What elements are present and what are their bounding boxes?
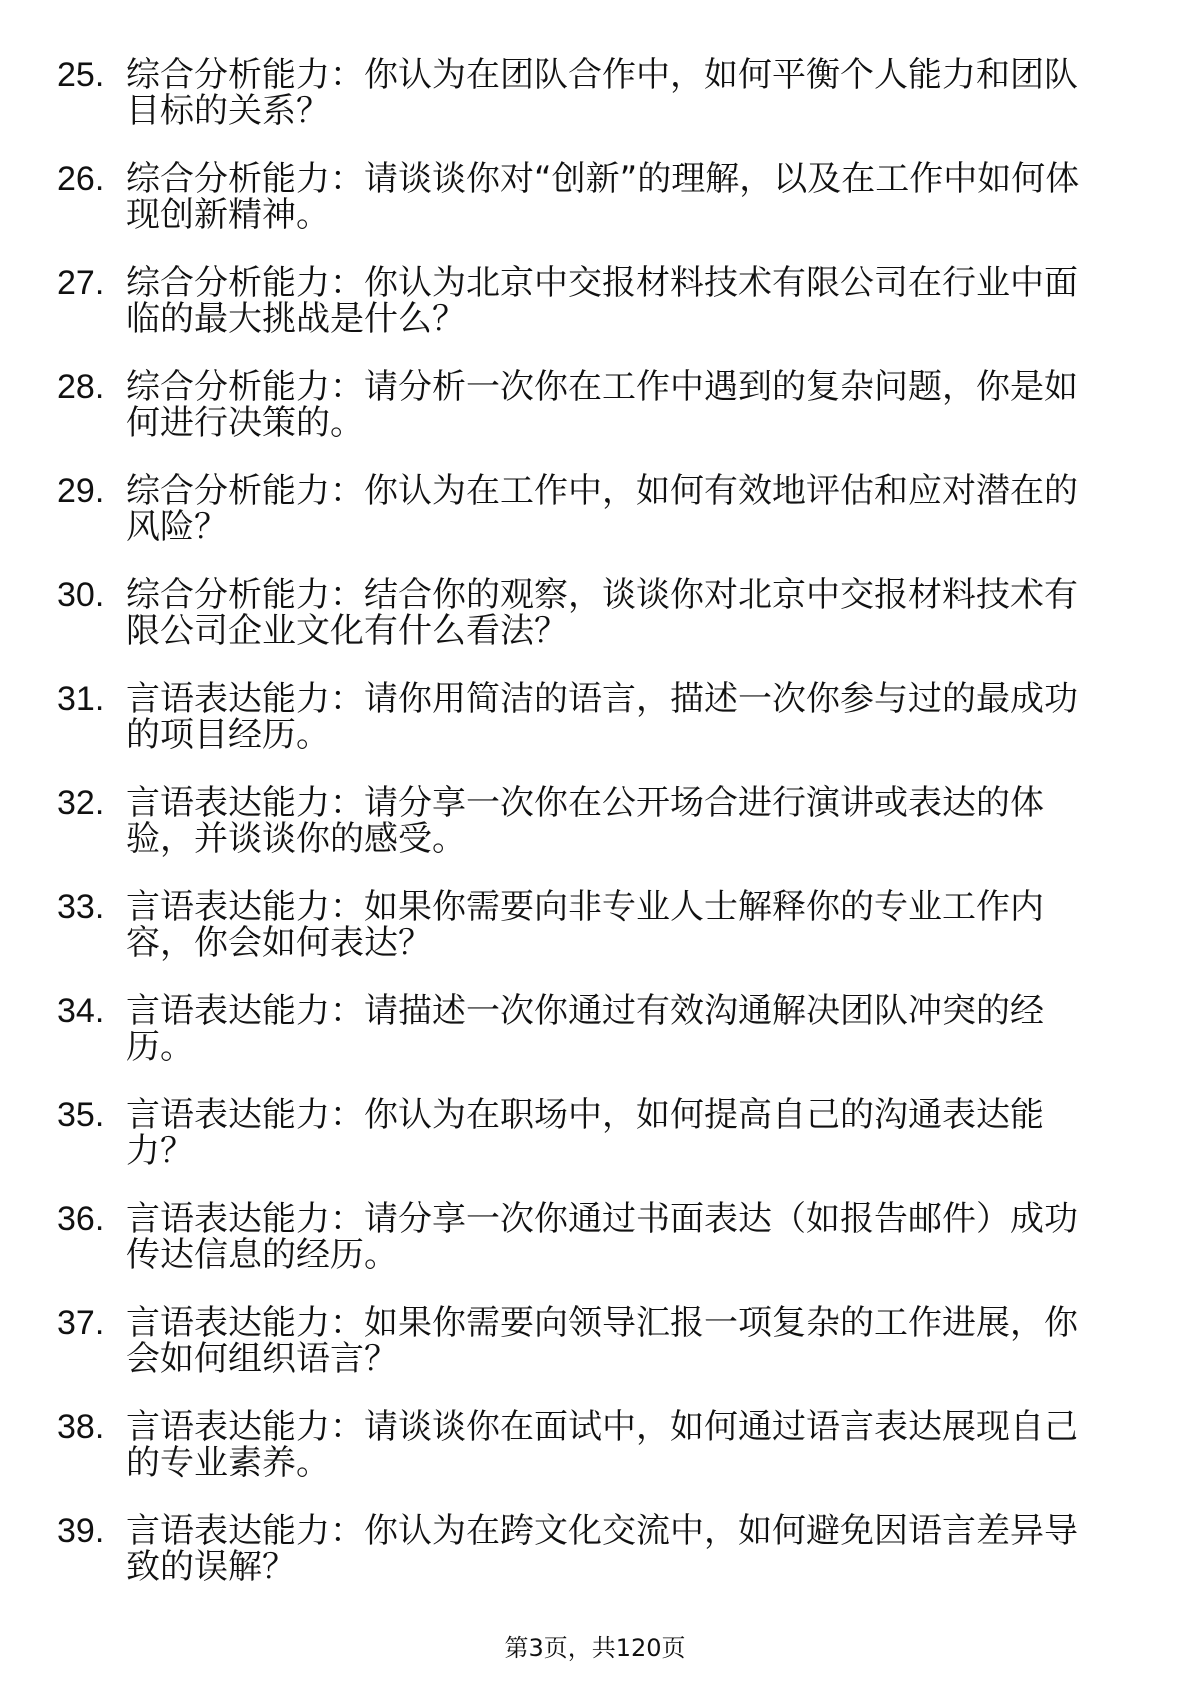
question-line: 风险？ bbox=[126, 507, 228, 547]
question-number: 27. bbox=[57, 264, 105, 302]
question-line: 综合分析能力：你认为在团队合作中，如何平衡个人能力和团队 bbox=[126, 55, 1078, 95]
question-line: 综合分析能力：你认为在工作中，如何有效地评估和应对潜在的 bbox=[126, 471, 1078, 511]
question-text bbox=[126, 1513, 1146, 1585]
question-item bbox=[0, 577, 1190, 649]
question-line: 何进行决策的。 bbox=[126, 403, 364, 443]
page-footer bbox=[0, 1634, 1190, 1662]
question-line: 言语表达能力：请你用简洁的语言，描述一次你参与过的最成功 bbox=[126, 679, 1078, 719]
question-line: 言语表达能力：请谈谈你在面试中，如何通过语言表达展现自己 bbox=[126, 1407, 1078, 1447]
question-item bbox=[0, 889, 1190, 961]
question-text bbox=[126, 161, 1146, 233]
question-line: 言语表达能力：请分享一次你在公开场合进行演讲或表达的体 bbox=[126, 783, 1044, 823]
question-item bbox=[0, 681, 1190, 753]
question-line: 言语表达能力：你认为在职场中，如何提高自己的沟通表达能 bbox=[126, 1095, 1044, 1135]
question-number: 38. bbox=[57, 1408, 105, 1446]
question-item bbox=[0, 265, 1190, 337]
question-item bbox=[0, 1409, 1190, 1481]
question-number: 37. bbox=[57, 1304, 105, 1342]
question-text bbox=[126, 1201, 1146, 1273]
question-line: 现创新精神。 bbox=[126, 195, 330, 235]
question-line: 限公司企业文化有什么看法？ bbox=[126, 611, 568, 651]
question-item bbox=[0, 57, 1190, 129]
question-line: 综合分析能力：请分析一次你在工作中遇到的复杂问题，你是如 bbox=[126, 367, 1078, 407]
question-number: 34. bbox=[57, 992, 105, 1030]
question-text bbox=[126, 577, 1146, 649]
question-line: 综合分析能力：结合你的观察，谈谈你对北京中交报材料技术有 bbox=[126, 575, 1078, 615]
question-line: 言语表达能力：你认为在跨文化交流中，如何避免因语言差异导 bbox=[126, 1511, 1078, 1551]
question-text bbox=[126, 265, 1146, 337]
question-item bbox=[0, 369, 1190, 441]
question-line: 容，你会如何表达？ bbox=[126, 923, 432, 963]
question-number: 33. bbox=[57, 888, 105, 926]
question-number: 26. bbox=[57, 160, 105, 198]
question-item bbox=[0, 161, 1190, 233]
question-text bbox=[126, 369, 1146, 441]
question-line: 言语表达能力：如果你需要向非专业人士解释你的专业工作内 bbox=[126, 887, 1044, 927]
question-line: 力？ bbox=[126, 1131, 194, 1171]
question-list bbox=[0, 57, 1190, 1617]
question-text bbox=[126, 681, 1146, 753]
question-item bbox=[0, 1097, 1190, 1169]
question-item bbox=[0, 993, 1190, 1065]
question-number: 31. bbox=[57, 680, 105, 718]
question-number: 30. bbox=[57, 576, 105, 614]
question-line: 传达信息的经历。 bbox=[126, 1235, 398, 1275]
question-line: 言语表达能力：请描述一次你通过有效沟通解决团队冲突的经 bbox=[126, 991, 1044, 1031]
question-line: 的专业素养。 bbox=[126, 1443, 330, 1483]
page-number-label: 第3页，共120页 bbox=[504, 1634, 686, 1662]
question-number: 32. bbox=[57, 784, 105, 822]
question-text bbox=[126, 785, 1146, 857]
question-text bbox=[126, 1097, 1146, 1169]
question-line: 的项目经历。 bbox=[126, 715, 330, 755]
question-item bbox=[0, 473, 1190, 545]
question-line: 言语表达能力：请分享一次你通过书面表达（如报告邮件）成功 bbox=[126, 1199, 1078, 1239]
question-text bbox=[126, 473, 1146, 545]
question-number: 36. bbox=[57, 1200, 105, 1238]
question-text bbox=[126, 889, 1146, 961]
question-line: 目标的关系？ bbox=[126, 91, 330, 131]
question-number: 29. bbox=[57, 472, 105, 510]
question-number: 35. bbox=[57, 1096, 105, 1134]
question-line: 临的最大挑战是什么？ bbox=[126, 299, 466, 339]
question-line: 验，并谈谈你的感受。 bbox=[126, 819, 466, 859]
question-line: 历。 bbox=[126, 1027, 194, 1067]
question-item bbox=[0, 1201, 1190, 1273]
question-number: 28. bbox=[57, 368, 105, 406]
question-text bbox=[126, 993, 1146, 1065]
question-line: 综合分析能力：你认为北京中交报材料技术有限公司在行业中面 bbox=[126, 263, 1078, 303]
question-line: 综合分析能力：请谈谈你对“创新”的理解，以及在工作中如何体 bbox=[126, 159, 1080, 199]
question-text bbox=[126, 1409, 1146, 1481]
question-item bbox=[0, 785, 1190, 857]
question-item bbox=[0, 1513, 1190, 1585]
question-line: 致的误解？ bbox=[126, 1547, 296, 1587]
question-text bbox=[126, 1305, 1146, 1377]
question-line: 言语表达能力：如果你需要向领导汇报一项复杂的工作进展，你 bbox=[126, 1303, 1078, 1343]
question-number: 25. bbox=[57, 56, 105, 94]
question-number: 39. bbox=[57, 1512, 105, 1550]
question-item bbox=[0, 1305, 1190, 1377]
question-text bbox=[126, 57, 1146, 129]
question-line: 会如何组织语言？ bbox=[126, 1339, 398, 1379]
